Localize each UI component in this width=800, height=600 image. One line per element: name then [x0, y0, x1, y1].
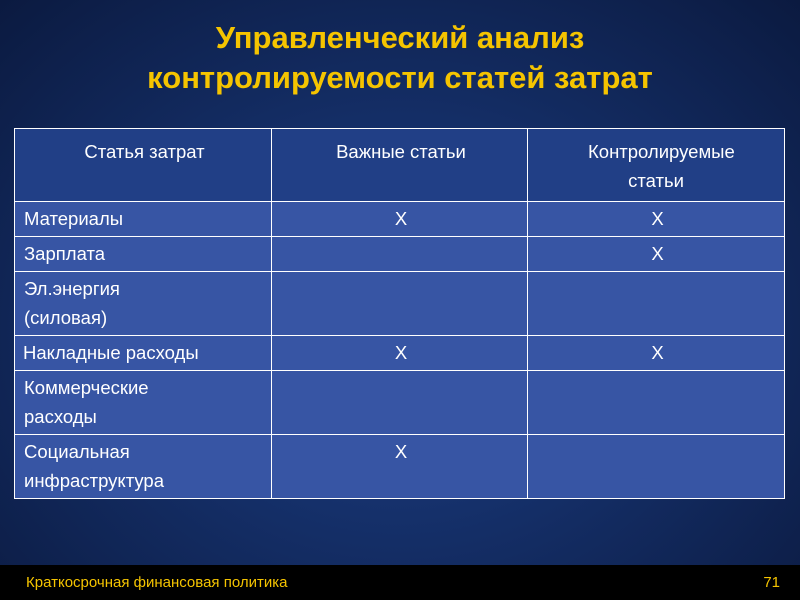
cell-controllable: X: [528, 336, 785, 371]
footer-bar: [0, 565, 800, 600]
cell-item: Коммерческие расходы: [15, 371, 272, 435]
slide-title-line-2: контролируемости статей затрат: [147, 60, 653, 95]
table-row: [15, 237, 785, 272]
cell-important: [272, 272, 528, 336]
cost-controllability-table: [14, 128, 785, 499]
cell-controllable: [528, 371, 785, 435]
footer-caption: Краткосрочная финансовая политика: [26, 574, 288, 591]
cell-controllable: [528, 272, 785, 336]
table-row: [15, 202, 785, 237]
cell-controllable: X: [528, 202, 785, 237]
header-controllable-items: Контролируемые статьи: [528, 129, 785, 202]
table-row: [15, 272, 785, 336]
table-row: [15, 435, 785, 499]
slide-title-line-1: Управленческий анализ: [215, 20, 585, 55]
cell-important: X: [272, 435, 528, 499]
cell-important: [272, 371, 528, 435]
cell-item: Социальная инфраструктура: [15, 435, 272, 499]
header-cost-item: Статья затрат: [15, 129, 272, 202]
cell-item: Эл.энергия (силовая): [15, 272, 272, 336]
cell-item: Зарплата: [15, 237, 272, 272]
header-important-items: Важные статьи: [272, 129, 528, 202]
table-header-row: [15, 129, 785, 202]
cell-controllable: [528, 435, 785, 499]
page-number: 71: [763, 574, 780, 591]
slide-title: [0, 18, 800, 98]
cell-controllable: X: [528, 237, 785, 272]
table-row: [15, 336, 785, 371]
cell-item: Материалы: [15, 202, 272, 237]
cell-important: X: [272, 336, 528, 371]
table-row: [15, 371, 785, 435]
cell-important: [272, 237, 528, 272]
cell-item: Накладные расходы: [15, 336, 272, 371]
cell-important: X: [272, 202, 528, 237]
